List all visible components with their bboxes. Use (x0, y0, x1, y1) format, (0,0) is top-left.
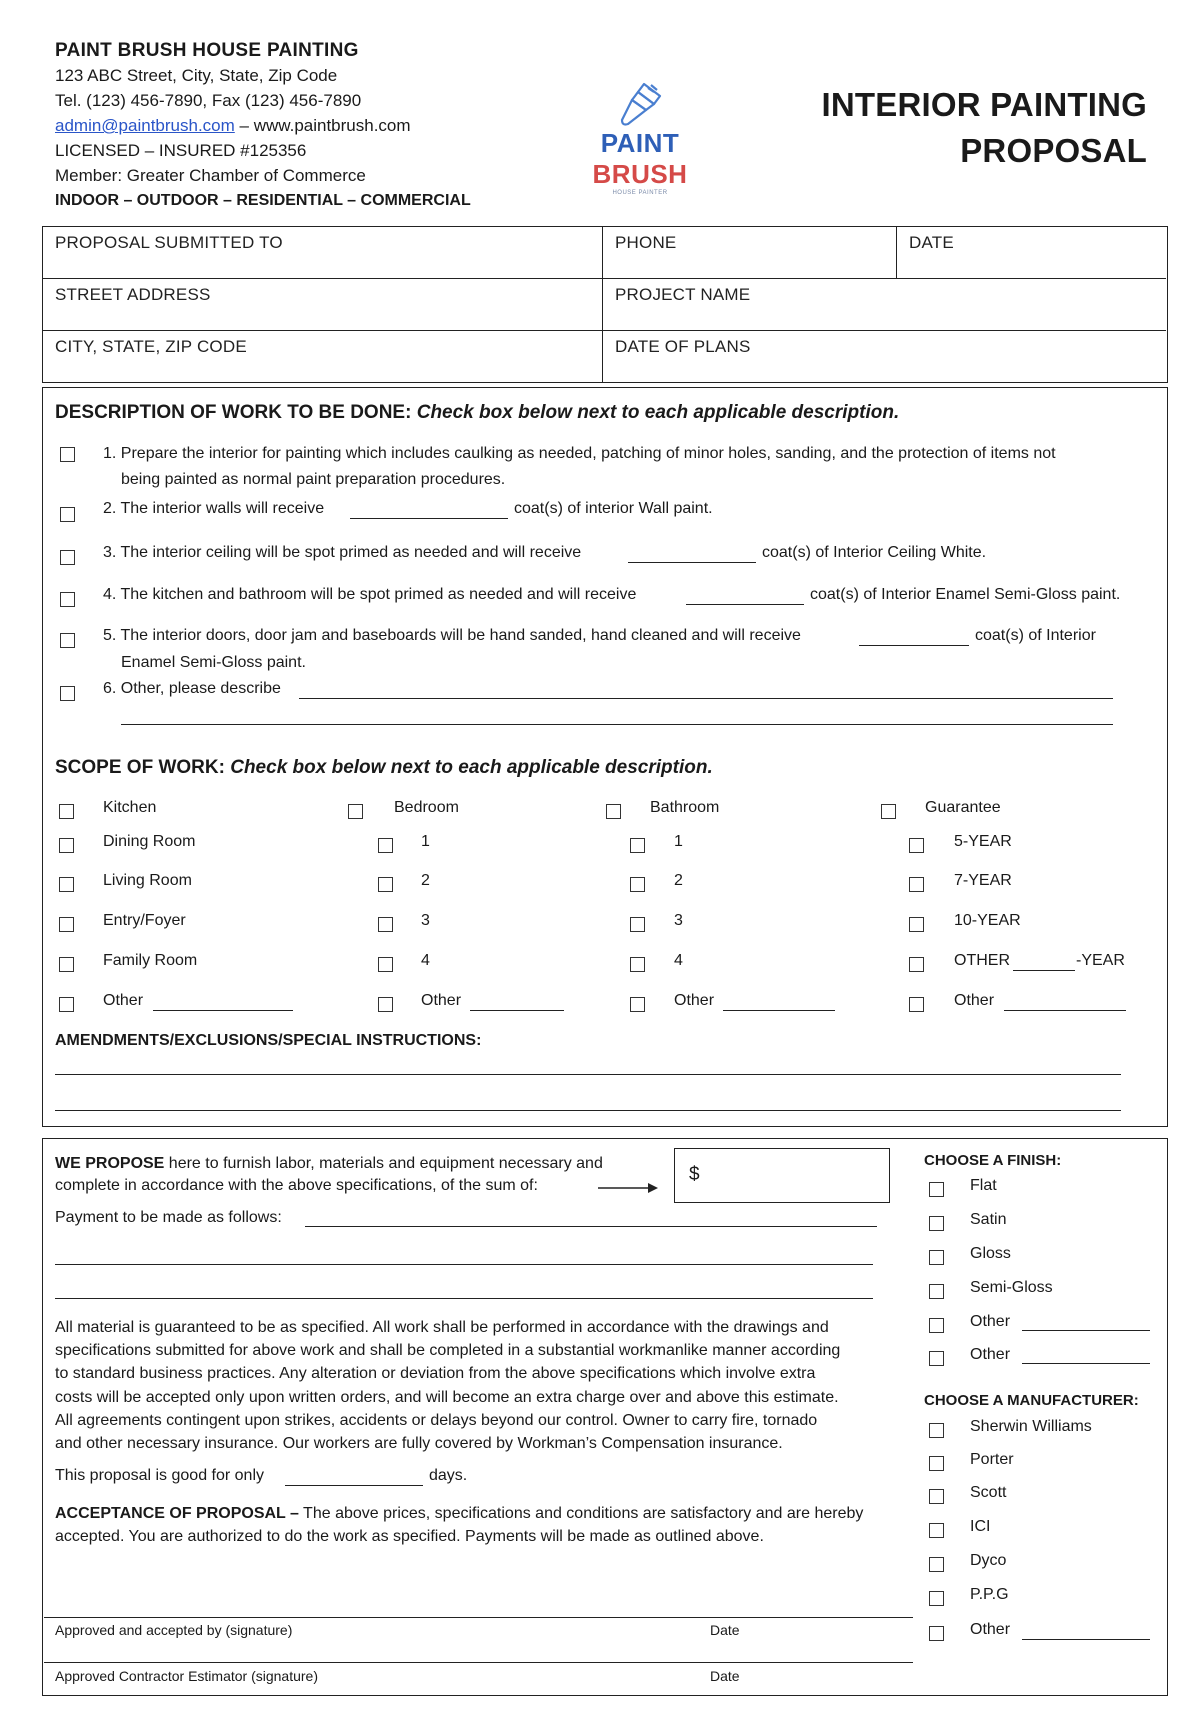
room-label-kitchen: Kitchen (103, 799, 157, 816)
acceptance-bold: ACCEPTANCE OF PROPOSAL – (55, 1505, 299, 1522)
client-date-label: Date (710, 1622, 740, 1638)
description-item-1-line-1: 1. Prepare the interior for painting which includes caulking as needed, patching of minor holes, sanding, and the protection of items not (103, 445, 1056, 462)
payment-terms-field-1[interactable] (305, 1226, 877, 1227)
guarantee-label-other-year: OTHER (954, 952, 1010, 969)
logo-word-paint: PAINT (600, 128, 680, 158)
bedroom-label-3: 3 (421, 912, 430, 929)
guarantee-header: Guarantee (925, 799, 1001, 816)
manufacturer-heading: CHOOSE A MANUFACTURER: (924, 1392, 1139, 1409)
guarantee-label-other: Other (954, 992, 995, 1009)
kitchen-bath-coats-field[interactable] (686, 604, 804, 605)
bathroom-label-1: 1 (674, 833, 683, 850)
description-item-2: 2. The interior walls will receive (103, 500, 325, 517)
company-name: PAINT BRUSH HOUSE PAINTING (55, 40, 359, 61)
company-license: LICENSED – INSURED #125356 (55, 141, 307, 160)
description-item-3: 3. The interior ceiling will be spot primed as needed and will receive (103, 544, 582, 561)
guarantee-checkbox[interactable] (881, 804, 896, 819)
bathroom-label-4: 4 (674, 952, 683, 969)
finish-checkbox-other-1[interactable] (929, 1318, 944, 1333)
description-checkbox-2[interactable] (60, 507, 75, 522)
room-checkbox-family[interactable] (59, 957, 74, 972)
other-description-field-2[interactable] (121, 724, 1113, 725)
manufacturer-checkbox-scott[interactable] (929, 1489, 944, 1504)
description-item-1 (103, 441, 1056, 493)
finish-checkbox-other-2[interactable] (929, 1351, 944, 1366)
wall-coats-field[interactable] (350, 518, 508, 519)
finish-label-other-2: Other (970, 1346, 1011, 1363)
bedroom-checkbox-other[interactable] (378, 997, 393, 1012)
contractor-date-label: Date (710, 1668, 740, 1684)
finish-checkbox-semi-gloss[interactable] (929, 1284, 944, 1299)
phone-field[interactable]: PHONE (615, 233, 677, 252)
scope-heading (55, 757, 713, 779)
description-item-3-tail: coat(s) of Interior Ceiling White. (762, 544, 987, 561)
bedroom-label-other: Other (421, 992, 462, 1009)
finish-label-satin: Satin (970, 1211, 1007, 1228)
manufacturer-checkbox-ppg[interactable] (929, 1591, 944, 1606)
description-item-4: 4. The kitchen and bathroom will be spot primed as needed and will receive (103, 586, 637, 603)
company-email-link[interactable]: admin@paintbrush.com (55, 116, 235, 135)
date-of-plans-field[interactable]: DATE OF PLANS (615, 337, 751, 356)
terms-line: All material is guaranteed to be as specified. All work shall be performed in accordance with the drawings and (55, 1319, 829, 1336)
signature-line-2[interactable] (44, 1662, 913, 1663)
logo-tagline: HOUSE PAINTER (612, 190, 668, 196)
manufacturer-checkbox-other[interactable] (929, 1626, 944, 1641)
finish-label-other-1: Other (970, 1313, 1011, 1330)
submitted-to-field[interactable]: PROPOSAL SUBMITTED TO (55, 233, 283, 252)
room-other-field[interactable] (153, 1010, 293, 1011)
description-item-4-tail: coat(s) of Interior Enamel Semi-Gloss paint. (810, 586, 1121, 603)
company-address: 123 ABC Street, City, State, Zip Code (55, 66, 338, 85)
description-checkbox-5[interactable] (60, 633, 75, 648)
ceiling-coats-field[interactable] (628, 562, 756, 563)
logo-word-brush: BRUSH (592, 159, 688, 189)
room-checkbox-kitchen[interactable] (59, 804, 74, 819)
manufacturer-label-scott: Scott (970, 1484, 1007, 1501)
room-checkbox-living[interactable] (59, 877, 74, 892)
bathroom-label-other: Other (674, 992, 715, 1009)
description-item-5: 5. The interior doors, door jam and baseboards will be hand sanded, hand cleaned and will receive (103, 627, 801, 644)
valid-days-suffix: days. (429, 1467, 468, 1484)
terms-paragraph (55, 1316, 840, 1455)
doors-coats-field[interactable] (859, 645, 969, 646)
amendments-heading: AMENDMENTS/EXCLUSIONS/SPECIAL INSTRUCTIONS: (55, 1032, 482, 1049)
description-item-1-line-2: being painted as normal paint preparation procedures. (121, 471, 506, 488)
description-item-2-tail: coat(s) of interior Wall paint. (514, 500, 713, 517)
bathroom-checkbox[interactable] (606, 804, 621, 819)
bathroom-header: Bathroom (650, 799, 720, 816)
description-heading-note: Check box below next to each applicable description. (416, 402, 900, 423)
finish-label-semi-gloss: Semi-Gloss (970, 1279, 1053, 1296)
we-propose-line-2: complete in accordance with the above specifications, of the sum of: (55, 1177, 538, 1194)
description-item-5-tail: coat(s) of Interior (975, 627, 1096, 644)
finish-heading: CHOOSE A FINISH: (924, 1152, 1062, 1169)
client-info-grid (42, 226, 1168, 383)
currency-symbol: $ (689, 1164, 700, 1185)
bedroom-other-field[interactable] (470, 1010, 564, 1011)
guarantee-checkbox-7yr[interactable] (909, 877, 924, 892)
amendments-field-1[interactable] (55, 1074, 1121, 1075)
room-label-living: Living Room (103, 872, 192, 889)
bedroom-checkbox-2[interactable] (378, 877, 393, 892)
guarantee-year-suffix: -YEAR (1076, 952, 1125, 969)
company-phone-fax: Tel. (123) 456-7890, Fax (123) 456-7890 (55, 91, 362, 110)
terms-line: and other necessary insurance. Our workers are fully covered by Workman’s Compensation insurance. (55, 1435, 783, 1453)
room-checkbox-other[interactable] (59, 997, 74, 1012)
room-checkbox-dining[interactable] (59, 838, 74, 853)
acceptance-rest: The above prices, specifications and conditions are satisfactory and are hereby (298, 1505, 864, 1522)
manufacturer-label-dyco: Dyco (970, 1552, 1007, 1569)
bathroom-checkbox-1[interactable] (630, 838, 645, 853)
date-field[interactable]: DATE (909, 233, 954, 252)
guarantee-label-5yr: 5-YEAR (954, 833, 1012, 850)
bedroom-checkbox-4[interactable] (378, 957, 393, 972)
guarantee-checkbox-other[interactable] (909, 997, 924, 1012)
description-checkbox-1[interactable] (60, 447, 75, 462)
city-state-zip-field[interactable]: CITY, STATE, ZIP CODE (55, 337, 247, 356)
amendments-field-2[interactable] (55, 1110, 1121, 1111)
room-label-other: Other (103, 992, 144, 1009)
guarantee-label-7yr: 7-YEAR (954, 872, 1012, 889)
bathroom-checkbox-2[interactable] (630, 877, 645, 892)
signature-line-1[interactable] (44, 1617, 913, 1618)
finish-other-field-2[interactable] (1022, 1363, 1150, 1364)
terms-line: costs will be accepted only upon written orders, and will become an extra charge over and above this estimate. (55, 1388, 839, 1406)
room-label-dining: Dining Room (103, 833, 196, 850)
room-label-entry: Entry/Foyer (103, 912, 186, 929)
street-address-field[interactable]: STREET ADDRESS (55, 285, 211, 304)
manufacturer-label-porter: Porter (970, 1451, 1014, 1468)
logo-wordmark (560, 128, 720, 190)
other-description-field[interactable] (299, 698, 1113, 699)
description-item-5-line-2: Enamel Semi-Gloss paint. (121, 654, 306, 671)
finish-other-field-1[interactable] (1022, 1330, 1150, 1331)
scope-heading-note: Check box below next to each applicable description. (230, 757, 713, 778)
bedroom-checkbox-1[interactable] (378, 838, 393, 853)
manufacturer-checkbox-porter[interactable] (929, 1456, 944, 1471)
manufacturer-label-ici: ICI (970, 1518, 991, 1535)
guarantee-checkbox-other-year[interactable] (909, 957, 924, 972)
we-propose-rest: here to furnish labor, materials and equipment necessary and (164, 1155, 603, 1172)
guarantee-checkbox-5yr[interactable] (909, 838, 924, 853)
bathroom-checkbox-3[interactable] (630, 917, 645, 932)
guarantee-other-field[interactable] (1004, 1010, 1126, 1011)
manufacturer-other-field[interactable] (1022, 1639, 1150, 1640)
project-name-field[interactable]: PROJECT NAME (615, 285, 751, 304)
bathroom-checkbox-4[interactable] (630, 957, 645, 972)
bedroom-label-1: 1 (421, 833, 430, 850)
bedroom-label-2: 2 (421, 872, 430, 889)
payment-label: Payment to be made as follows: (55, 1209, 282, 1226)
bathroom-label-3: 3 (674, 912, 683, 929)
payment-terms-field-2[interactable] (55, 1264, 873, 1265)
acceptance-text (55, 1502, 863, 1548)
description-item-6: 6. Other, please describe (103, 680, 281, 697)
company-website: – www.paintbrush.com (234, 116, 411, 135)
description-heading-label: DESCRIPTION OF WORK TO BE DONE: (55, 402, 412, 423)
document-title (822, 82, 1147, 174)
terms-line: to standard business practices. Any alteration or deviation from the above specifications which involve extra (55, 1365, 816, 1383)
company-logo (560, 80, 720, 196)
description-checkbox-3[interactable] (60, 550, 75, 565)
description-checkbox-6[interactable] (60, 686, 75, 701)
bedroom-header: Bedroom (394, 799, 459, 816)
valid-days-field[interactable] (285, 1485, 423, 1486)
terms-line: specifications submitted for above work and shall be completed in a substantial workmanlike manner according (55, 1342, 841, 1360)
room-checkbox-entry[interactable] (59, 917, 74, 932)
guarantee-label-10yr: 10-YEAR (954, 912, 1021, 929)
company-info (55, 38, 471, 213)
finish-label-flat: Flat (970, 1177, 997, 1194)
client-signature-label: Approved and accepted by (signature) (55, 1622, 293, 1638)
bathroom-other-field[interactable] (723, 1010, 835, 1011)
we-propose-text (55, 1153, 603, 1197)
terms-line: All agreements contingent upon strikes, accidents or delays beyond our control. Owner to carry fire, tornado (55, 1411, 818, 1429)
bathroom-checkbox-other[interactable] (630, 997, 645, 1012)
title-line-2: PROPOSAL (960, 132, 1147, 169)
bedroom-checkbox-3[interactable] (378, 917, 393, 932)
bedroom-label-4: 4 (421, 952, 430, 969)
description-checkbox-4[interactable] (60, 592, 75, 607)
guarantee-years-field[interactable] (1013, 970, 1075, 971)
guarantee-checkbox-10yr[interactable] (909, 917, 924, 932)
scope-heading-label: SCOPE OF WORK: (55, 757, 225, 778)
manufacturer-label-sherwin: Sherwin Williams (970, 1418, 1092, 1435)
acceptance-line-2: accepted. You are authorized to do the work as specified. Payments will be made as outlined above. (55, 1528, 764, 1545)
manufacturer-label-other: Other (970, 1621, 1011, 1638)
company-services: INDOOR – OUTDOOR – RESIDENTIAL – COMMERCIAL (55, 192, 471, 209)
bathroom-label-2: 2 (674, 872, 683, 889)
finish-checkbox-flat[interactable] (929, 1182, 944, 1197)
finish-checkbox-satin[interactable] (929, 1216, 944, 1231)
manufacturer-checkbox-sherwin[interactable] (929, 1423, 944, 1438)
we-propose-bold: WE PROPOSE (55, 1155, 165, 1172)
finish-label-gloss: Gloss (970, 1245, 1011, 1262)
manufacturer-label-ppg: P.P.G (970, 1586, 1009, 1603)
finish-checkbox-gloss[interactable] (929, 1250, 944, 1265)
company-membership: Member: Greater Chamber of Commerce (55, 166, 366, 185)
bedroom-checkbox[interactable] (348, 804, 363, 819)
arrow-right-icon (598, 1180, 660, 1196)
company-contact (55, 113, 471, 138)
title-line-1: INTERIOR PAINTING (821, 86, 1147, 123)
manufacturer-checkbox-dyco[interactable] (929, 1557, 944, 1572)
proposal-sum-field[interactable] (674, 1148, 890, 1203)
contractor-signature-label: Approved Contractor Estimator (signature) (55, 1668, 318, 1684)
paint-brush-icon (614, 80, 666, 128)
manufacturer-checkbox-ici[interactable] (929, 1523, 944, 1538)
room-label-family: Family Room (103, 952, 198, 969)
valid-period-label: This proposal is good for only (55, 1467, 264, 1484)
payment-terms-field-3[interactable] (55, 1298, 873, 1299)
description-heading (55, 402, 899, 424)
